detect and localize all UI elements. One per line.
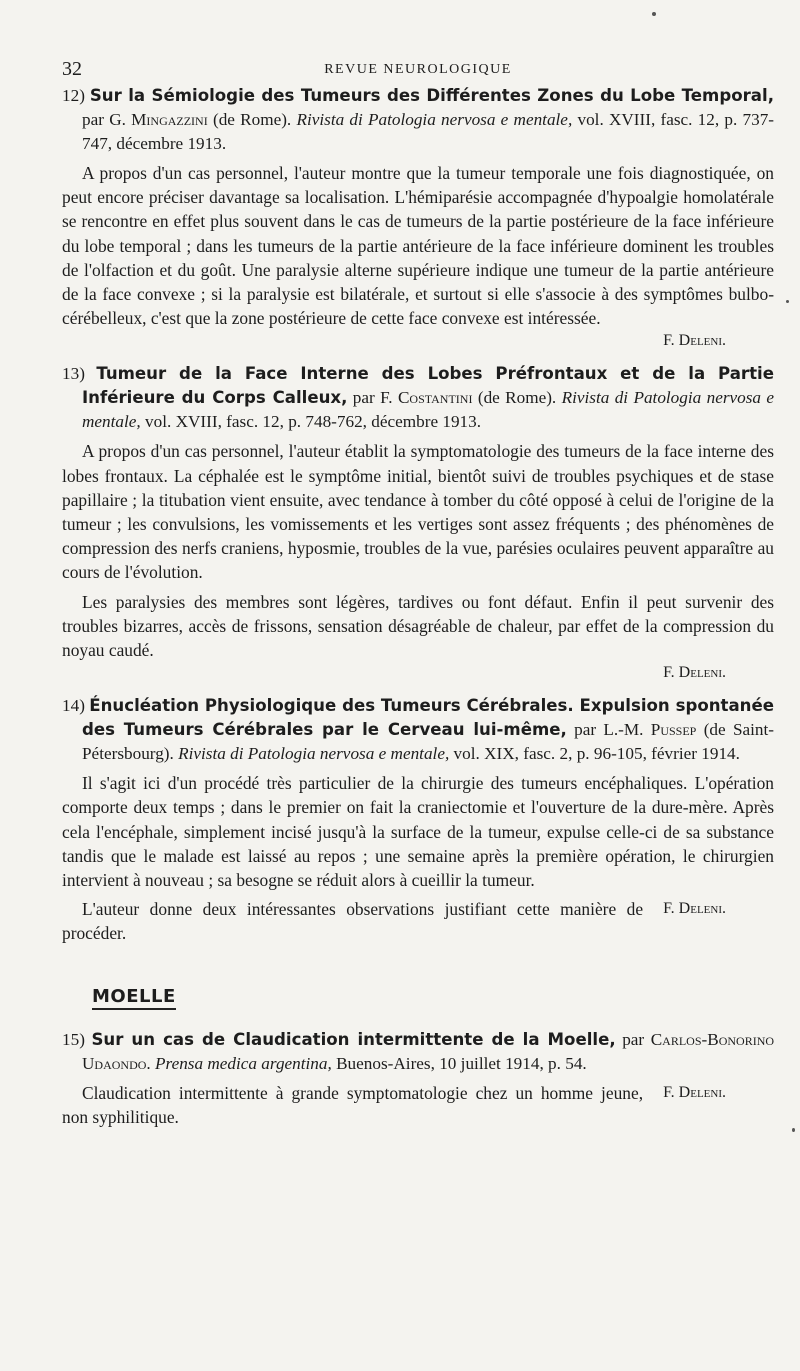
entry-title: Sur la Sémiologie des Tumeurs des Différentes Zones du Lobe Temporal, <box>89 86 774 105</box>
entry-journal: Rivista di Patologia nervosa e mentale, <box>178 744 450 764</box>
journal-title: REVUE NEUROLOGIQUE <box>324 62 512 77</box>
entry-author: Carlos-Bonorino Udaondo. <box>82 1029 775 1073</box>
entry-by: par <box>82 110 104 129</box>
entry-signature: F. Deleni. <box>663 664 726 682</box>
page-number: 32 <box>62 58 82 80</box>
entry-author: L.-M. Pussep <box>603 720 697 740</box>
entry-journal: Rivista di Patologia nervosa e mentale, <box>296 110 573 129</box>
entry-signature: F. Deleni. <box>663 900 726 918</box>
entry-paragraph: Il s'agit ici d'un procédé très particulier de la chirurgie des tumeurs encéphaliques. L'opération comporte deux temps ; dans le premier on fait la craniectomie et l'ouverture de la dure-mère. Après cela l'encéphale, simplement incisé jusqu'à la surface de la tumeur, expulse celle-ci de sa substance tandis que le malade est laissé au repos ; une semaine après la première opération, le chirurgien intervient à nouveau ; sa besogne se réduit alors à cueillir la tumeur. <box>62 773 774 891</box>
entry-reference: Buenos-Aires, 10 juillet 1914, p. 54. <box>336 1053 587 1073</box>
entry-paragraph-text: L'auteur donne deux intéressantes observations justifiant cette manière de procéder. <box>62 899 644 944</box>
entry-place: (de Rome). <box>212 110 292 129</box>
entry-place: (de Saint-Pétersbourg). <box>82 720 774 764</box>
entry-journal: Rivista di Patologia nervosa e mentale, <box>82 388 775 432</box>
entry-14 <box>62 694 774 945</box>
entry-paragraph: A propos d'un cas personnel, l'auteur établit la symptomatologie des tumeurs de la face interne des lobes frontaux. La céphalée est le symptôme initial, bientôt suivi de troubles psychiques et de stase papillaire ; la titubation vient ensuite, avec tendance à tomber du côté opposé à celui de l'origine de la tumeur ; les convulsions, les vomissements et les vertiges sont assez fréquents ; des phénomènes de compression des nerfs craniens, hyposmie, troubles de la vue, parésies oculaires peuvent apparaître au cours de l'évolution. <box>62 441 774 583</box>
entry-reference: vol. XIX, fasc. 2, p. 96-105, février 1914. <box>453 744 740 764</box>
entry-reference: vol. XVIII, fasc. 12, p. 737-747, décembre 1913. <box>82 110 775 153</box>
entry-author: G. Mingazzini <box>109 110 208 129</box>
entry-number: 14) <box>62 696 85 716</box>
entry-13 <box>62 362 774 684</box>
entry-paragraph: Les paralysies des membres sont légères, tardives ou font défaut. Enfin il peut survenir des troubles bizarres, accès de frissons, sensation désagréable de chaleur, par effet de la compression du noyau caudé. <box>62 591 774 661</box>
entry-journal: Prensa medica argentina, <box>155 1053 332 1073</box>
entry-paragraph: A propos d'un cas personnel, l'auteur montre que la tumeur temporale une fois diagnostiquée, on peut encore préciser davantage sa localisation. L'hémiparésie accompagnée d'hypoalgie homolatérale se rencontre en effet plus souvent dans le cas de tumeurs de la partie postérieure de la face inférieure du lobe temporal ; dans les tumeurs de la partie antérieure de la face inférieure dominent les troubles de l'olfaction et du goût. Une paralysie alterne supérieure indique une tumeur de la partie antérieure de la face convexe ; si la paralysie est bilatérale, et surtout si elle s'associe à des symptômes bulbo-cérébelleux, c'est que la zone postérieure de cette face convexe est intéressée. <box>62 163 774 329</box>
entry-title: Tumeur de la Face Interne des Lobes Préfrontaux et de la Partie Inférieure du Corps Calleux, <box>82 364 774 408</box>
entry-by: par <box>622 1029 645 1049</box>
entry-signature: F. Deleni. <box>663 1083 726 1101</box>
entry-paragraph-last <box>62 1081 774 1129</box>
entry-title-block <box>62 84 774 156</box>
page <box>62 58 774 1139</box>
entry-title: Énucléation Physiologique des Tumeurs Cérébrales. Expulsion spontanée des Tumeurs Cérébrales par le Cerveau lui-même, <box>82 696 774 740</box>
entry-title: Sur un cas de Claudication intermittente de la Moelle, <box>91 1029 616 1049</box>
entry-author: F. Costantini <box>380 388 473 408</box>
entry-paragraph-text: Claudication intermittente à grande symptomatologie chez un homme jeune, non syphilitique. <box>62 1082 644 1127</box>
entry-number: 12) <box>62 86 85 105</box>
entry-place: (de Rome). <box>477 388 557 408</box>
scan-speck <box>786 300 789 303</box>
scan-speck <box>652 12 656 16</box>
entry-15 <box>62 1028 774 1129</box>
entry-title-block <box>62 1028 774 1076</box>
section-heading: MOELLE <box>92 986 176 1010</box>
running-head <box>62 58 774 84</box>
entry-title-block <box>62 694 774 766</box>
entry-by: par <box>574 720 597 740</box>
entry-paragraph-last <box>62 897 774 945</box>
entry-number: 15) <box>62 1029 85 1049</box>
scan-speck <box>792 1128 795 1132</box>
entry-signature: F. Deleni. <box>663 332 726 350</box>
entry-number: 13) <box>62 364 85 384</box>
entry-by: par <box>352 388 375 408</box>
entry-12 <box>62 84 774 352</box>
entry-reference: vol. XVIII, fasc. 12, p. 748-762, décembre 1913. <box>145 412 482 432</box>
entry-title-block <box>62 362 774 434</box>
